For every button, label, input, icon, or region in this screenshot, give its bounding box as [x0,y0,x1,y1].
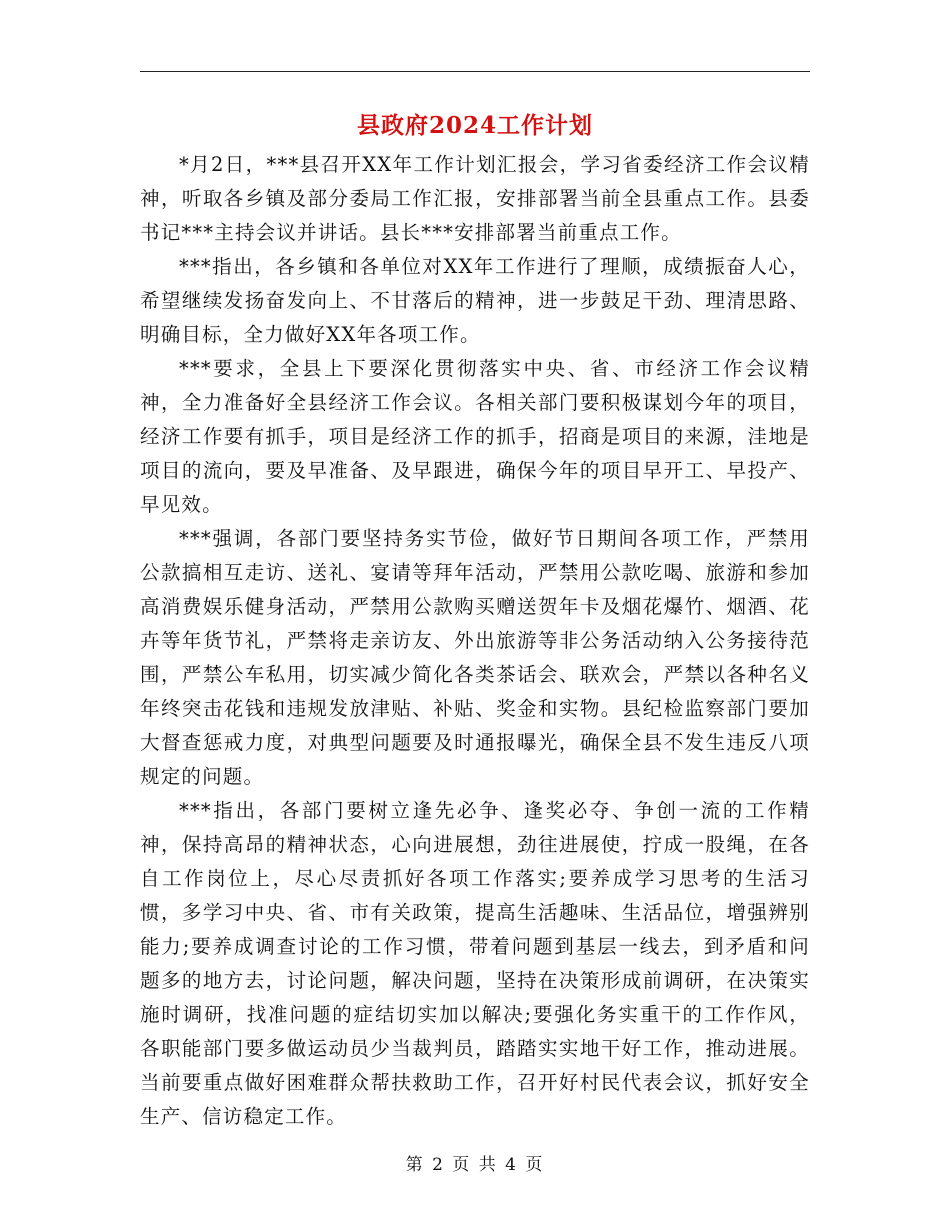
page-number: 第 2 页 共 4 页 [405,1155,545,1175]
paragraph-4: ***强调，各部门要坚持务实节俭，做好节日期间各项工作，严禁用公款搞相互走访、送礼、宴请等拜年活动，严禁用公款吃喝、旅游和参加高消费娱乐健身活动，严禁用公款购买赠送贺年卡及烟花爆竹、烟酒、花卉等年货节礼，严禁将走亲访友、外出旅游等非公务活动纳入公务接待范围，严禁公车私用，切实减少简化各类茶话会、联欢会，严禁以各种名义年终突击花钱和违规发放津贴、补贴、奖金和实物。县纪检监察部门要加大督查惩戒力度，对典型问题要及时通报曝光，确保全县不发生违反八项规定的问题。 [140,527,810,788]
paragraph-2: ***指出，各乡镇和各单位对XX年工作进行了理顺，成绩振奋人心，希望继续发扬奋发向上、不甘落后的精神，进一步鼓足干劲、理清思路、明确目标，全力做好XX年各项工作。 [140,255,810,346]
paragraph-1: *月2日，***县召开XX年工作计划汇报会，学习省委经济工作会议精神，听取各乡镇及部分委局工作汇报，安排部署当前全县重点工作。县委书记***主持会议并讲话。县长***安排部署当前重点工作。 [140,153,810,244]
header-rule [140,71,810,72]
document-title: 县政府2024工作计划 [356,112,593,139]
paragraph-3: ***要求，全县上下要深化贯彻落实中央、省、市经济工作会议精神，全力准备好全县经济工作会议。各相关部门要积极谋划今年的项目，经济工作要有抓手，项目是经济工作的抓手，招商是项目的来源，洼地是项目的流向，要及早准备、及早跟进，确保今年的项目早开工、早投产、早见效。 [140,357,810,516]
document-body [140,148,810,1134]
paragraph-5: ***指出，各部门要树立逢先必争、逢奖必夺、争创一流的工作精神，保持高昂的精神状态，心向进展想，劲往进展使，拧成一股绳，在各自工作岗位上，尽心尽责抓好各项工作落实;要养成学习思考的生活习惯，多学习中央、省、市有关政策，提高生活趣味、生活品位，增强辨别能力;要养成调查讨论的工作习惯，带着问题到基层一线去，到矛盾和问题多的地方去，讨论问题，解决问题，坚持在决策形成前调研，在决策实施时调研，找准问题的症结切实加以解决;要强化务实重干的工作作风，各职能部门要多做运动员少当裁判员，踏踏实实地干好工作，推动进展。当前要重点做好困难群众帮扶救助工作，召开好村民代表会议，抓好安全生产、信访稳定工作。 [140,799,810,1128]
